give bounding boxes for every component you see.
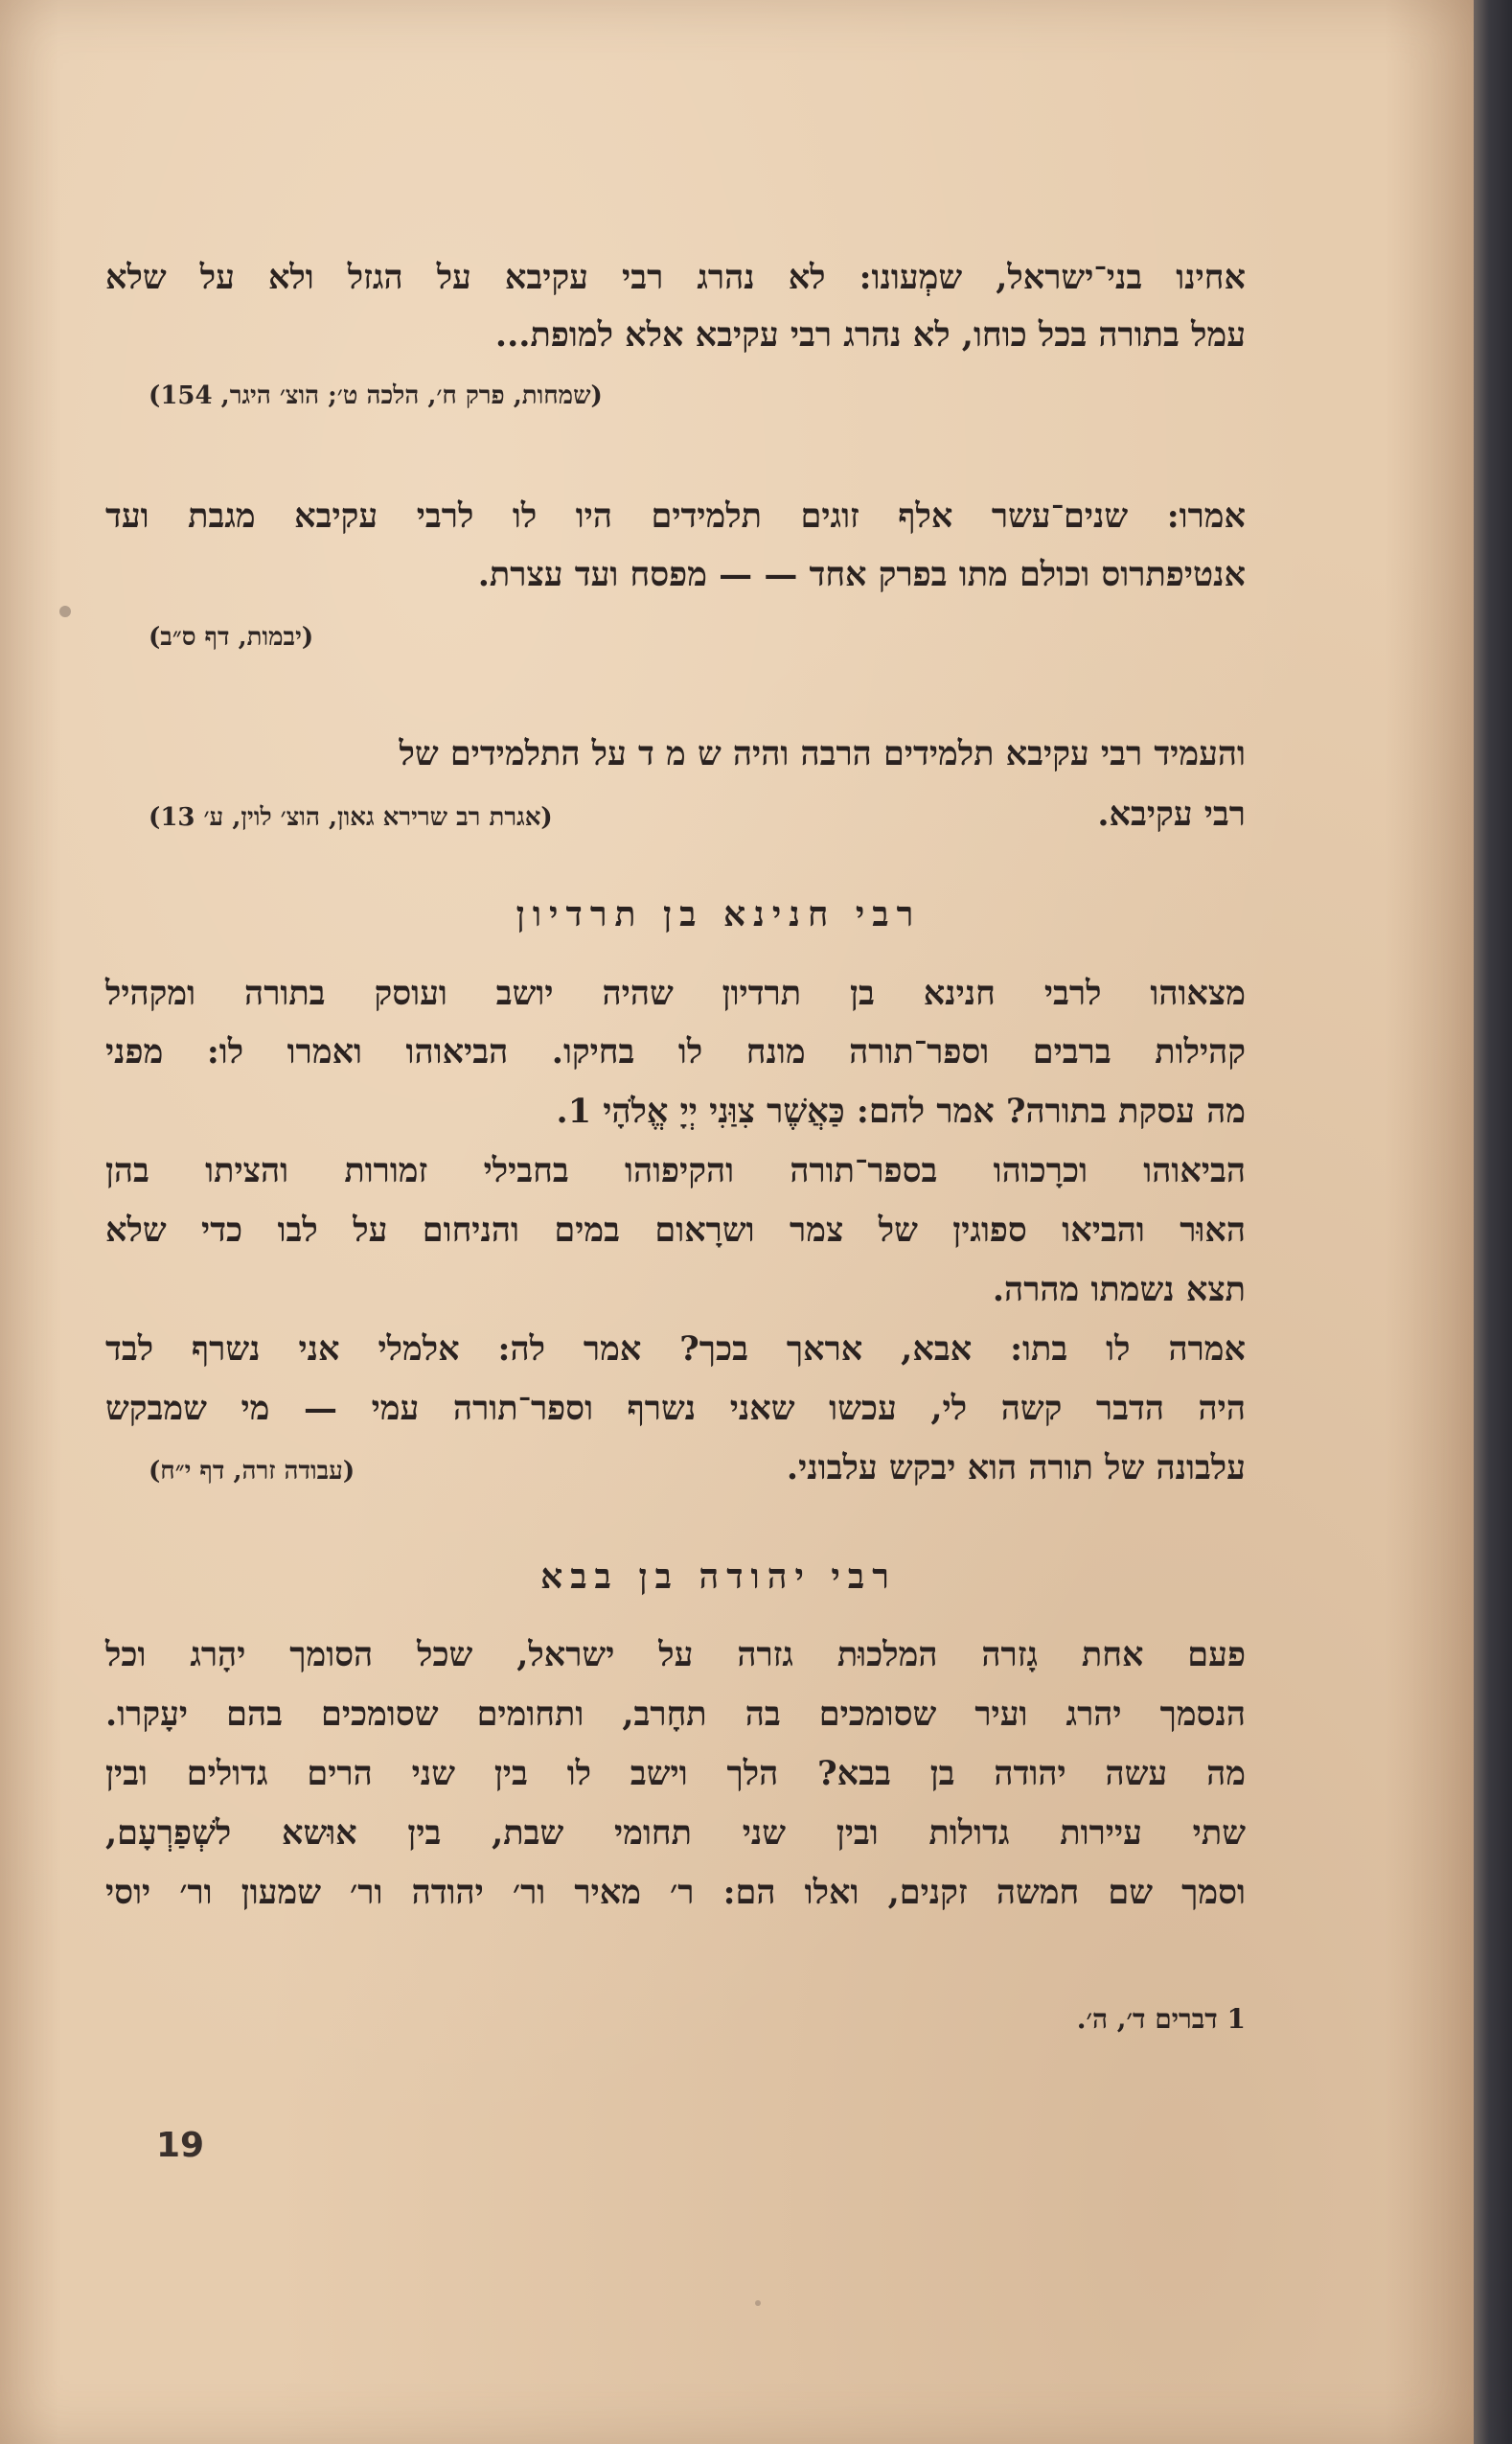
source-citation: (יבמות, דף ס״ב) [149,623,314,652]
page-number: 19 [156,2126,205,2165]
text-line: האוּר והביאו ספוגין של צמר ושרָאום במים והניחום על לבו כדי שלא [105,1210,1246,1250]
text-line: הביאוהו וכרָכוהו בספר־תורה והקיפוהו בחבילי זמורות והציתו בהן [105,1151,1246,1190]
text-line: מה עשה יהודה בן בבא? הלך וישב לו בין שני הרים גדולים ובין [105,1754,1246,1793]
text-line: היה הדבר קשה לי, עכשו שאני נשרף וספר־תורה עמי — מי שמבקש [105,1389,1246,1428]
text-line: עלבונה של תורה הוא יבקש עלבוני. [786,1448,1246,1487]
text-line: תצא נשמתו מהרה. [992,1270,1246,1309]
text-line: שתי עיירות גדולות ובין שני תחומי שבת, בין אוּשא לשְׁפַרְעָם, [105,1813,1246,1853]
book-spine-edge [1474,0,1512,2444]
text-line: אנטיפתרוס וכולם מתו בפרק אחד — — מפסח ועד עצרת. [477,555,1246,594]
section-heading: רבי יהודה בן בבא [540,1556,897,1597]
text-line: רבי עקיבא. [1097,795,1246,834]
paper-speck [755,2300,761,2306]
source-citation: (עבודה זרה, דף י״ח) [149,1457,355,1486]
text-line: הנסמך יהרג ועיר שסומכים בה תחָרב, ותחומים שסומכים בהם יעָקרו. [105,1695,1246,1734]
text-line: אמרה לו בתו: אבא, אראך בכך? אמר לה: אלמלי אני נשרף לבד [105,1329,1246,1369]
source-citation: (אגרת רב שרירא גאון, הוצ׳ לוין, ע׳ 13) [149,803,553,832]
text-line: מה עסקת בתורה? אמר להם: כַּאֲשֶׁר צִוַּנִי יְיָ אֱלֹהָי 1. [556,1092,1246,1131]
text-line: מצאוהו לרבי חנינא בן תרדיון שהיה יושב ועוסק בתורה ומקהיל [105,974,1246,1013]
paper-speck [59,606,71,617]
text-line: עמל בתורה בכל כוחו, לא נהרג רבי עקיבא אלא למופת... [494,315,1246,355]
section-heading: רבי חנינא בן תרדיון [515,894,922,934]
text-line: והעמיד רבי עקיבא תלמידים הרבה והיה ש מ ד על התלמידים של [399,734,1246,773]
text-line: אמרו: שנים־עשר אלף זוגים תלמידים היו לו לרבי עקיבא מגבת ועד [105,496,1246,536]
text-line: קהילות ברבים וספר־תורה מונח לו בחיקו. הביאוהו ואמרו לו: מפני [105,1032,1246,1072]
text-line: וסמך שם חמשה זקנים, ואלו הם: ר׳ מאיר ור׳ יהודה ור׳ שמעון ור׳ יוסי [105,1873,1246,1912]
source-citation: (שמחות, פרק ח׳, הלכה ט׳; הוצ׳ היגר, 154) [149,381,603,410]
text-line: אחינו בני־ישראל, שמְעונו: לא נהרג רבי עקיבא על הגזל ולא על שלא [105,258,1246,297]
text-line: פעם אחת גָזרה המלכוּת גזרה על ישראל, שכל הסומך יהָרג וכל [105,1635,1246,1674]
footnote: 1 דברים ד׳, ה׳. [1076,2003,1246,2035]
